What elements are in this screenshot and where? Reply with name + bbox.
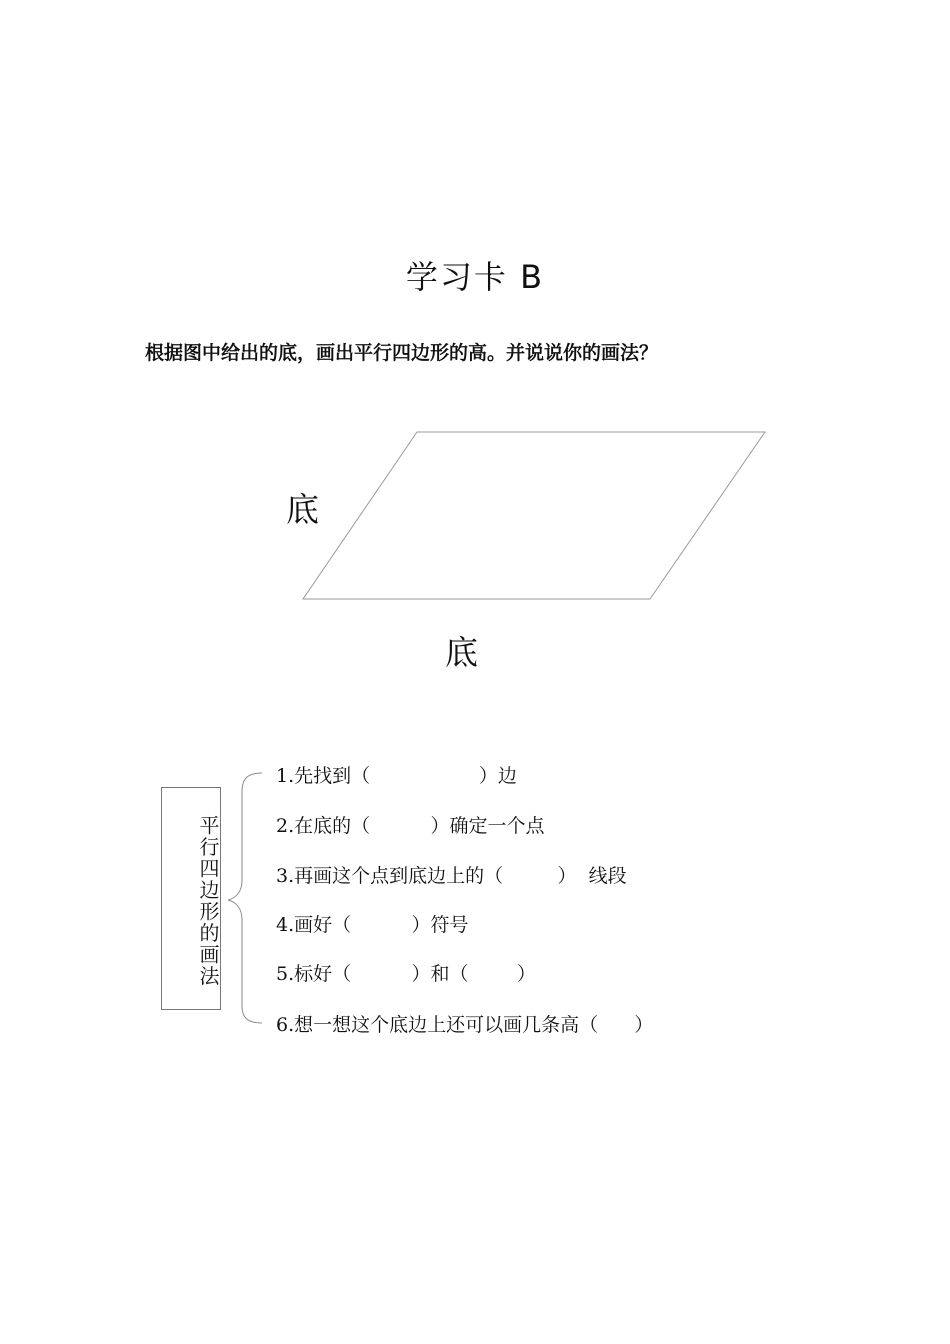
parallelogram xyxy=(303,432,765,599)
step-text: 在底的（ ）确定一个点 xyxy=(294,815,545,837)
instruction-text: 根据图中给出的底，画出平行四边形的高。并说说你的画法？ xyxy=(145,342,659,364)
step-1 xyxy=(276,761,517,788)
step-number: 1. xyxy=(276,765,295,787)
step-text: 先找到（ ）边 xyxy=(294,765,517,787)
left-brace xyxy=(228,773,262,1023)
step-5 xyxy=(276,959,536,986)
step-text: 标好（ ）和（ ） xyxy=(294,963,536,985)
step-3 xyxy=(276,861,627,888)
base-label-left: 底 xyxy=(286,490,319,529)
step-text: 再画这个点到底边上的（ ） 线段 xyxy=(294,865,627,887)
step-number: 6. xyxy=(276,1014,295,1036)
step-2 xyxy=(276,811,545,838)
step-number: 2. xyxy=(276,815,295,837)
step-6 xyxy=(276,1010,653,1037)
step-number: 5. xyxy=(276,963,295,985)
step-text: 想一想这个底边上还可以画几条高（ ） xyxy=(294,1014,654,1036)
step-text: 画好（ ）符号 xyxy=(294,914,469,936)
card-title: 学习卡 B xyxy=(405,258,545,296)
method-label: 平行四边形的画法 xyxy=(196,814,220,987)
step-4 xyxy=(276,910,469,937)
base-label-bottom: 底 xyxy=(445,633,478,672)
method-label-box xyxy=(161,787,221,1010)
step-number: 3. xyxy=(276,865,295,887)
step-number: 4. xyxy=(276,914,295,936)
